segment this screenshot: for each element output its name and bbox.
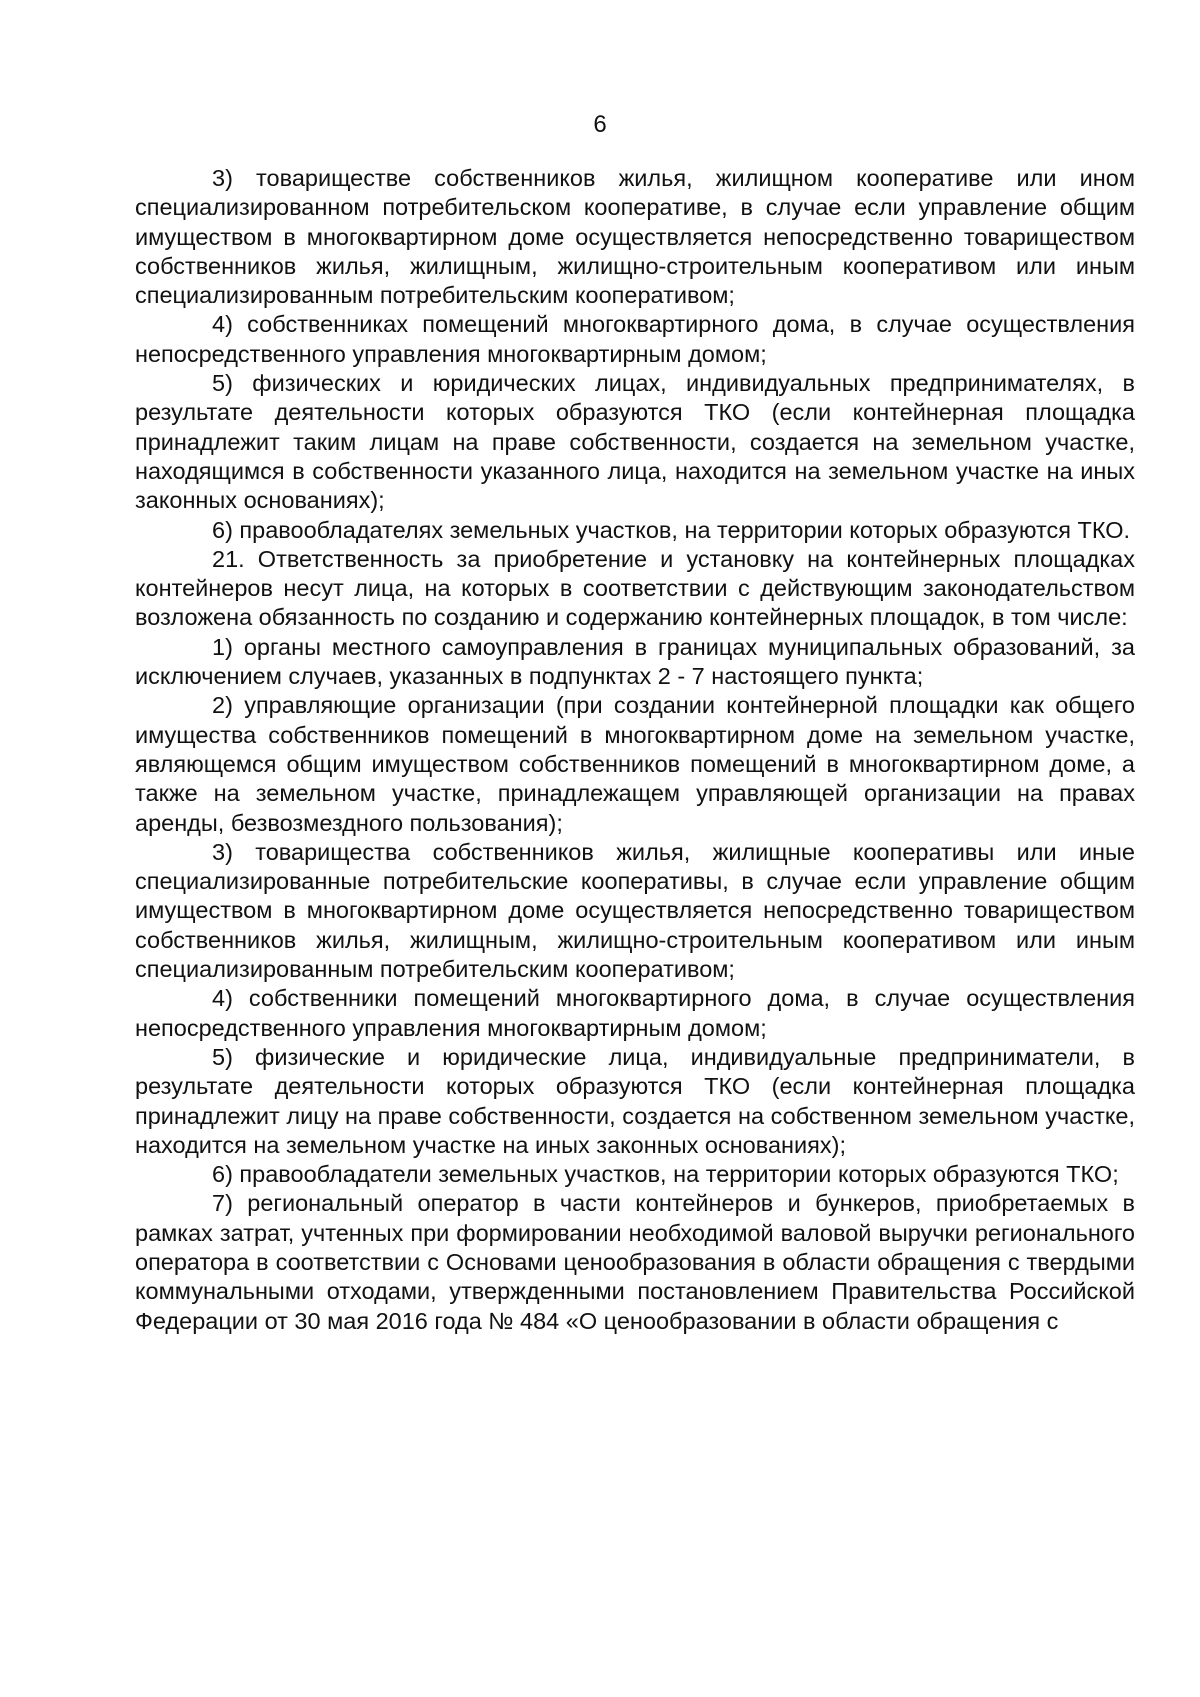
document-body <box>135 164 1135 1336</box>
page-number: 6 <box>593 111 607 138</box>
paragraph-item-4-owners: 4) собственниках помещений многоквартирного дома, в случае осуществления непосредственного управления многоквартирным домом; <box>135 311 1135 367</box>
paragraph-item-3-partnerships: 3) товарищества собственников жилья, жилищные кооперативы или иные специализированные потребительские кооперативы, в случае если управление общим имуществом в многоквартирном доме осуществляется непосредственно товариществом собственников жилья, жилищным, жилищно-строительным кооперативом или иным специализированным потребительским кооперативом; <box>135 838 1135 983</box>
paragraph-item-5-persons: 5) физических и юридических лицах, индивидуальных предпринимателях, в результате деятельности которых образуются ТКО (если контейнерная площадка принадлежит таким лицам на праве собственности, создается на земельном участке, находящимся в собственности указанного лица, находится на земельном участке на иных законных основаниях); <box>135 370 1135 514</box>
paragraph-item-2-management-orgs: 2) управляющие организации (при создании контейнерной площадки как общего имущества собственников помещений в многоквартирном доме на земельном участке, являющемся общим имуществом собственников помещений в многоквартирном доме, а также на земельном участке, принадлежащем управляющей организации на правах аренды, безвозмездного пользования); <box>135 692 1135 836</box>
paragraph-item-4-owners-list: 4) собственники помещений многоквартирного дома, в случае осуществления непосредственного управления многоквартирным домом; <box>135 985 1135 1041</box>
paragraph-clause-21: 21. Ответственность за приобретение и установку на контейнерных площадках контейнеров несут лица, на которых в соответствии с действующим законодательством возложена обязанность по созданию и содержанию контейнерных площадок, в том числе: <box>135 545 1135 631</box>
paragraph-item-1-local-government: 1) органы местного самоуправления в границах муниципальных образований, за исключением случаев, указанных в подпунктах 2 - 7 настоящего пункта; <box>135 633 1135 690</box>
paragraph-item-7-regional-operator: 7) региональный оператор в части контейнеров и бункеров, приобретаемых в рамках затрат, учтенных при формировании необходимой валовой выручки регионального оператора в соответствии с Основами ценообразования в области обращения с твердыми коммунальными отходами, утвержденными постановлением Правительства Российской Федерации от 30 мая 2016 года № 484 «О ценообразовании в области обращения с <box>135 1190 1135 1334</box>
paragraph-item-5-persons-list: 5) физические и юридические лица, индивидуальные предприниматели, в результате деятельности которых образуются ТКО (если контейнерная площадка принадлежит лицу на праве собственности, создается на собственном земельном участке, находится на земельном участке на иных законных основаниях); <box>135 1043 1135 1158</box>
paragraph-item-3-tsj: 3) товариществе собственников жилья, жилищном кооперативе или ином специализированном потребительском кооперативе, в случае если управление общим имуществом в многоквартирном доме осуществляется непосредственно товариществом собственников жилья, жилищным, жилищно-строительным кооперативом или иным специализированным потребительским кооперативом; <box>135 165 1135 309</box>
paragraph-item-6-landholders: 6) правообладателях земельных участков, на территории которых образуются ТКО. <box>212 516 1131 543</box>
paragraph-item-6-landholders-list: 6) правообладатели земельных участков, на территории которых образуются ТКО; <box>212 1161 1119 1188</box>
